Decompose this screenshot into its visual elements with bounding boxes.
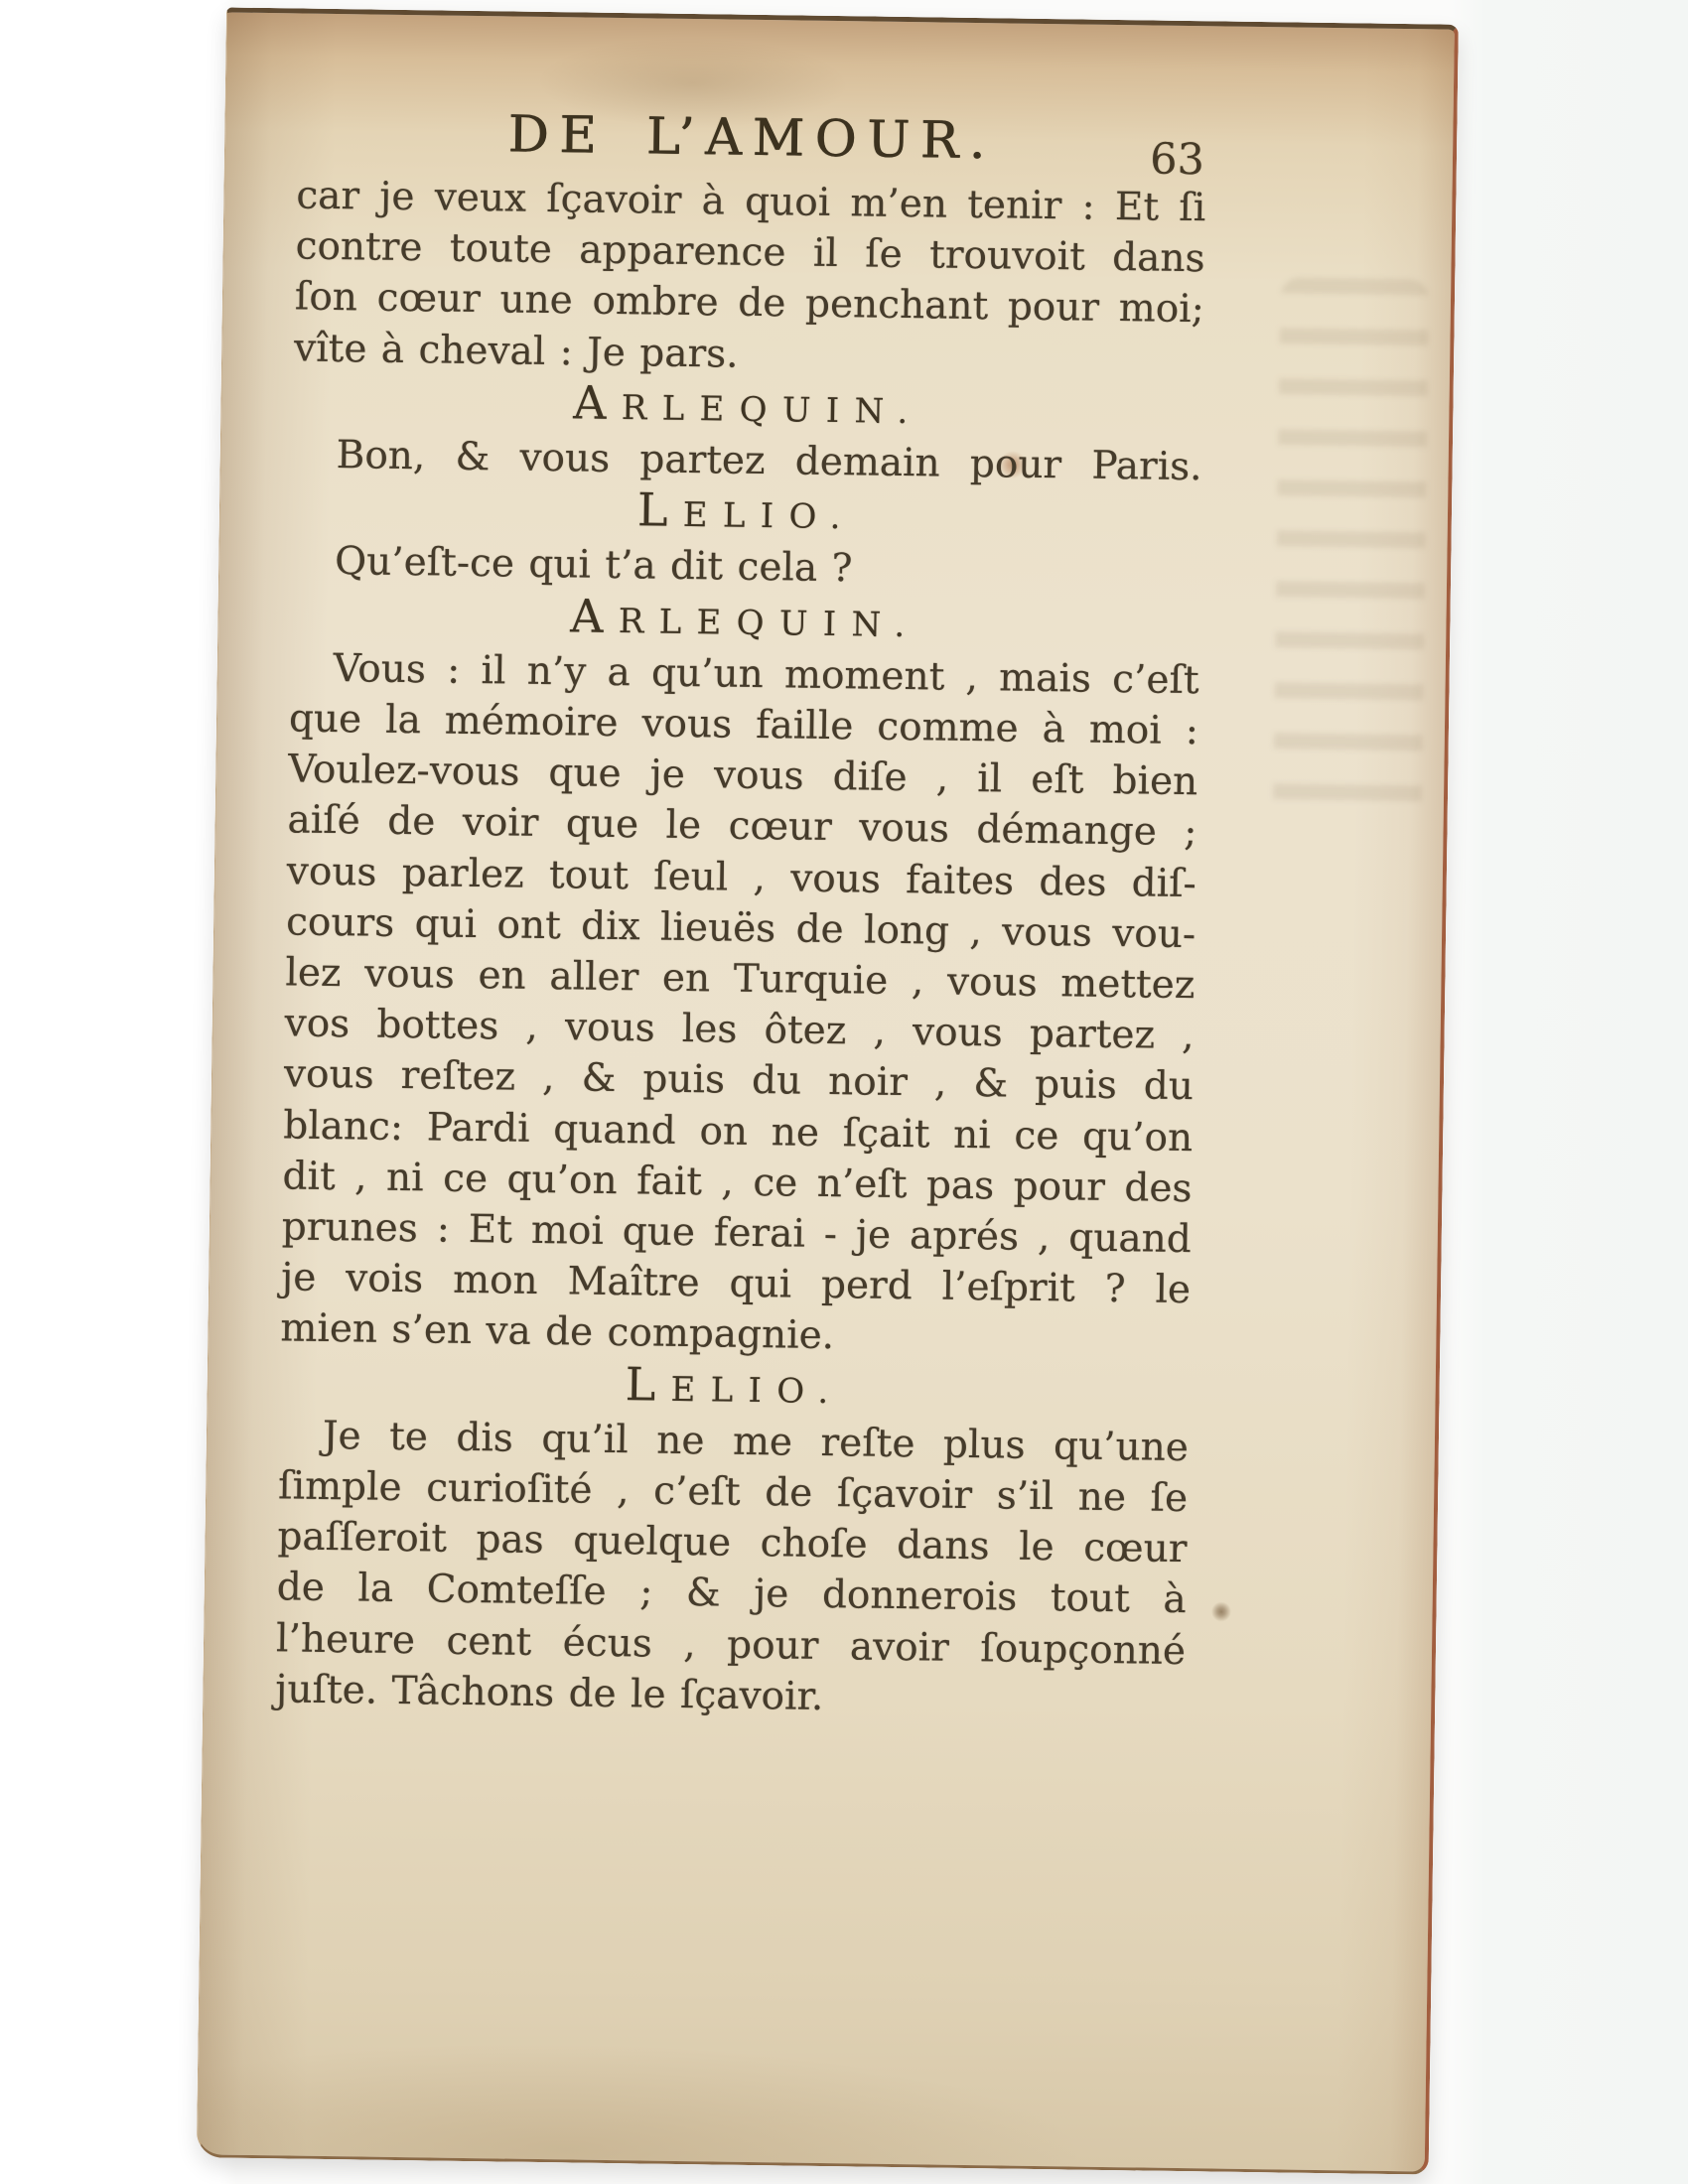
- text-line: Vous : il n’y a qu’un moment , mais c’eſt: [333, 645, 1199, 704]
- page-header: [297, 102, 1207, 186]
- text-line: ſimple curioſité , c’eſt de ſçavoir s’il ne ſe: [277, 1463, 1189, 1522]
- text-line: vous parlez tout ſeul , vous faites des diſ-: [286, 849, 1197, 906]
- speaker-heading: LELIO.: [636, 482, 857, 538]
- text-line: dit , ni ce qu’on fait , ce n’eſt pas pour des: [282, 1154, 1193, 1211]
- book-page: [197, 7, 1459, 2174]
- text-line: Voulez-vous que je vous diſe , il eſt bien: [287, 747, 1198, 805]
- text-line: que la mémoire vous faille comme à moi :: [288, 696, 1199, 754]
- text-line: l’heure cent écus , pour avoir ſoupçonné: [275, 1615, 1187, 1674]
- text-line: Bon, & vous partez demain pour Paris.: [336, 433, 1202, 490]
- page-number: 63: [1149, 134, 1205, 186]
- text-line: de la Comteſſe ; & je donnerois tout à: [276, 1565, 1188, 1623]
- text-line: Je te dis qu’il ne me reſte plus qu’une: [322, 1413, 1190, 1470]
- text-line: prunes : Et moi que ferai - je aprés , quand: [281, 1204, 1193, 1263]
- text-line: lez vous en aller en Turquie , vous mettez: [285, 950, 1196, 1009]
- text-line: aiſé de voir que le cœur vous démange ;: [287, 797, 1197, 856]
- text-line: je vois mon Maître qui perd l’eſprit ? le: [280, 1255, 1192, 1313]
- speaker-heading: ARLEQUIN.: [572, 375, 923, 433]
- speaker-heading: ARLEQUIN.: [569, 588, 920, 645]
- speaker-heading: LELIO.: [625, 1356, 844, 1412]
- text-line: blanc: Pardi quand on ne ſçait ni ce qu’on: [282, 1103, 1194, 1160]
- text-line: vîte à cheval : Je pars.: [293, 326, 739, 377]
- ink-bleedthrough: [1272, 277, 1429, 835]
- text-line: ſon cœur une ombre de penchant pour moi;: [294, 274, 1205, 333]
- text-line: vous reſtez , & puis du noir , & puis du: [283, 1051, 1195, 1110]
- text-line: vos bottes , vous les ôtez , vous partez ,: [284, 1001, 1195, 1059]
- text-line: juſte. Tâchons de le ſçavoir.: [275, 1667, 824, 1719]
- text-line: cours qui ont dix lieuës de long , vous vou-: [285, 899, 1196, 958]
- running-title: DE L’AMOUR.: [507, 105, 997, 172]
- text-line: Qu’eſt-ce qui t’a dit cela ?: [334, 539, 853, 592]
- text-line: contre toute apparence il ſe trouvoit dans: [295, 223, 1205, 282]
- text-block: [275, 102, 1207, 1727]
- text-line: paſſeroit pas quelque choſe dans le cœur: [277, 1514, 1188, 1572]
- text-line: car je veux ſçavoir à quoi m’en tenir : Et ſi: [296, 173, 1206, 231]
- text-line: mien s’en va de compagnie.: [280, 1305, 835, 1359]
